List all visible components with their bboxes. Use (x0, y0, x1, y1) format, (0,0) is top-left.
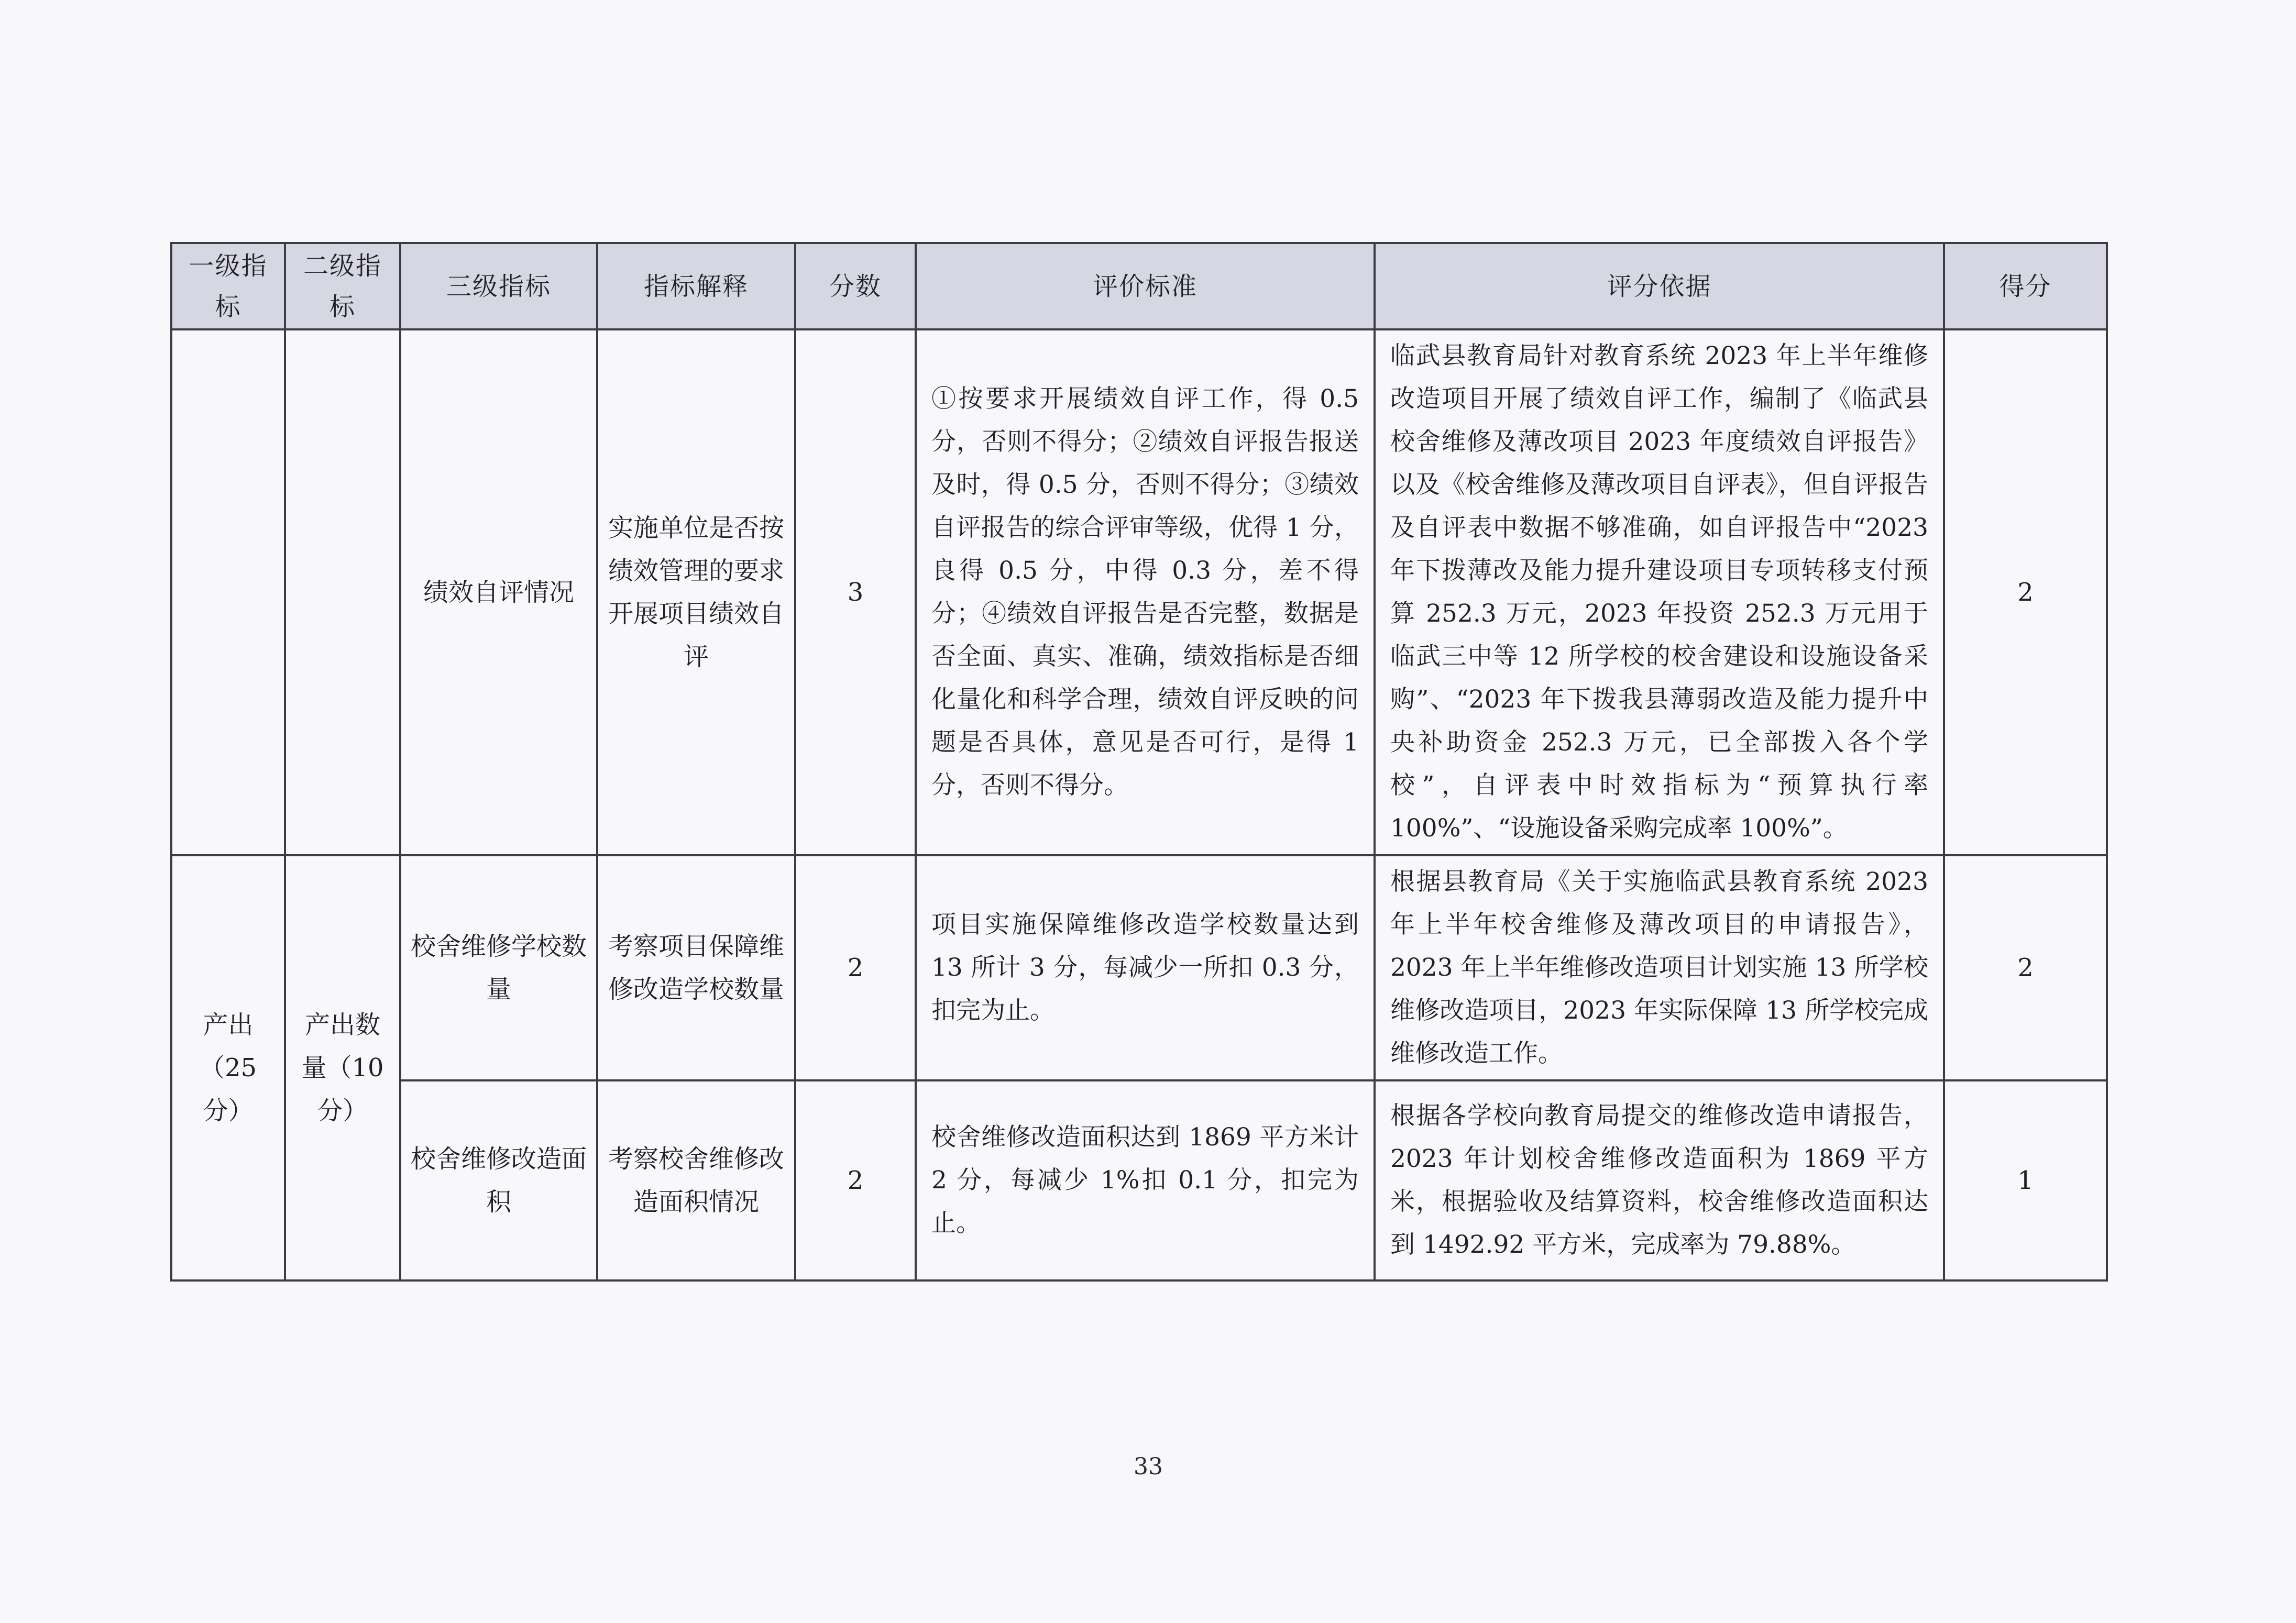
header-evaluation-criteria: 评价标准 (916, 243, 1375, 329)
evaluation-criteria: ①按要求开展绩效自评工作，得 0.5 分，否则不得分；②绩效自评报告报送及时，得 0.5 分，否则不得分；③绩效自评报告的综合评审等级，优得 1 分，良得 0.5 分，中得 0.3 分，差不得分；④绩效自评报告是否完整，数据是否全面、真实、准确，绩效指标是否细化量化和科学合理，绩效自评反映的问题是否具体，意见是否可行，是得 1 分，否则不得分。 (916, 329, 1375, 855)
score-value: 3 (795, 329, 916, 855)
header-level3-indicator: 三级指标 (400, 243, 597, 329)
level2-indicator-output-quantity: 产出数量（10 分） (285, 855, 400, 1280)
indicator-explanation: 实施单位是否按绩效管理的要求开展项目绩效自评 (597, 329, 795, 855)
page-number: 33 (1134, 1453, 1163, 1480)
table-row (171, 329, 2107, 855)
scoring-basis: 临武县教育局针对教育系统 2023 年上半年维修改造项目开展了绩效自评工作，编制了《临武县校舍维修及薄改项目 2023 年度绩效自评报告》以及《校舍维修及薄改项目自评表》，但自评报告及自评表中数据不够准确，如自评报告中“2023 年下拨薄改及能力提升建设项目专项转移支付预算 252.3 万元，2023 年投资 252.3 万元用于临武三中等 12 所学校的校舍建设和设施设备采购”、“2023 年下拨我县薄弱改造及能力提升中央补助资金 252.3 万元，已全部拨入各个学校”，自评表中时效指标为“预算执行率 100%”、“设施设备采购完成率 100%”。 (1375, 329, 1944, 855)
indicator-explanation: 考察项目保障维修改造学校数量 (597, 855, 795, 1080)
indicator-explanation: 考察校舍维修改造面积情况 (597, 1080, 795, 1280)
obtained-score: 1 (1944, 1080, 2107, 1280)
header-row (171, 243, 2107, 329)
header-level1-indicator: 一级指标 (171, 243, 285, 329)
evaluation-criteria: 校舍维修改造面积达到 1869 平方米计 2 分，每减少 1%扣 0.1 分，扣完为止。 (916, 1080, 1375, 1280)
scoring-basis: 根据各学校向教育局提交的维修改造申请报告，2023 年计划校舍维修改造面积为 1869 平方米，根据验收及结算资料，校舍维修改造面积达到 1492.92 平方米，完成率为 79.88%。 (1375, 1080, 1944, 1280)
table-header (171, 243, 2107, 329)
score-value: 2 (795, 1080, 916, 1280)
header-level2-indicator: 二级指标 (285, 243, 400, 329)
obtained-score: 2 (1944, 855, 2107, 1080)
level3-indicator: 校舍维修学校数量 (400, 855, 597, 1080)
scoring-basis: 根据县教育局《关于实施临武县教育系统 2023 年上半年校舍维修及薄改项目的申请报告》，2023 年上半年维修改造项目计划实施 13 所学校维修改造项目，2023 年实际保障 13 所学校完成维修改造工作。 (1375, 855, 1944, 1080)
header-scoring-basis: 评分依据 (1375, 243, 1944, 329)
level2-cell-empty (285, 329, 400, 855)
obtained-score: 2 (1944, 329, 2107, 855)
header-obtained-score: 得分 (1944, 243, 2107, 329)
score-value: 2 (795, 855, 916, 1080)
evaluation-criteria: 项目实施保障维修改造学校数量达到 13 所计 3 分，每减少一所扣 0.3 分，扣完为止。 (916, 855, 1375, 1080)
level3-indicator: 绩效自评情况 (400, 329, 597, 855)
header-indicator-explanation: 指标解释 (597, 243, 795, 329)
table-row (171, 855, 2107, 1080)
evaluation-table (170, 242, 2108, 1282)
level3-indicator: 校舍维修改造面积 (400, 1080, 597, 1280)
level1-indicator-output: 产出（25 分） (171, 855, 285, 1280)
level1-cell-empty (171, 329, 285, 855)
header-score: 分数 (795, 243, 916, 329)
table-row (171, 1080, 2107, 1280)
